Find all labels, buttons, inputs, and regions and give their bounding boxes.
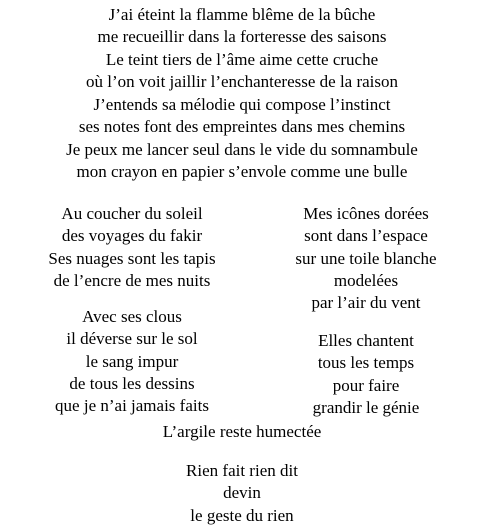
poem-line: devin — [223, 483, 261, 503]
poem-line: que je n’ai jamais faits — [55, 396, 209, 416]
poem-line: Mes icônes dorées — [303, 204, 429, 223]
poem-line: ses notes font des empreintes dans mes chemins — [78, 117, 406, 137]
poem-line: mon crayon en papier s’envole comme une bulle — [76, 161, 408, 181]
poem-line: modelées — [333, 270, 399, 290]
poem-line: sont dans l’espace — [304, 226, 428, 246]
poem-line: Ses nuages sont les tapis — [48, 248, 216, 268]
poem-line: Au coucher du soleil — [61, 204, 203, 223]
poem-line: de tous les dessins — [69, 373, 195, 393]
stanza-2 — [0, 94, 484, 183]
right-column-stanza-2 — [256, 330, 476, 419]
poem-line: Avec ses clous — [82, 307, 182, 326]
poem-line: J’ai éteint la flamme blême de la bûche — [108, 5, 376, 24]
poem-line: Elles chantent — [318, 331, 414, 350]
poem-line: il déverse sur le sol — [66, 329, 198, 349]
poem-line: le sang impur — [85, 351, 179, 371]
poem-line: L’argile reste humectée — [162, 422, 322, 441]
poem-line: Je peux me lancer seul dans le vide du somnambule — [66, 139, 418, 159]
final-stanza — [0, 460, 484, 527]
left-column-stanza-2 — [17, 306, 247, 417]
stanza-1 — [0, 4, 484, 93]
poem-line: tous les temps — [317, 353, 415, 373]
poem-line: par l’air du vent — [311, 293, 421, 313]
poem-line: où l’on voit jaillir l’enchanteresse de la raison — [85, 71, 399, 91]
poem-line: J’entends sa mélodie qui compose l’instinct — [93, 95, 391, 114]
poem-line: le geste du rien — [190, 505, 294, 525]
stanza-single-line — [0, 421, 484, 443]
poem-line: sur une toile blanche — [295, 248, 437, 268]
poem-line: Le teint tiers de l’âme aime cette cruche — [105, 49, 379, 69]
right-column-stanza-1 — [256, 203, 476, 314]
poem-line: pour faire — [332, 375, 400, 395]
poem-line: grandir le génie — [312, 397, 420, 417]
poem-line: des voyages du fakir — [61, 226, 203, 246]
poem-line: me recueillir dans la forteresse des saisons — [97, 27, 387, 47]
poem-line: de l’encre de mes nuits — [53, 270, 211, 290]
left-column-stanza-1 — [17, 203, 247, 292]
poem-line: Rien fait rien dit — [186, 461, 298, 480]
